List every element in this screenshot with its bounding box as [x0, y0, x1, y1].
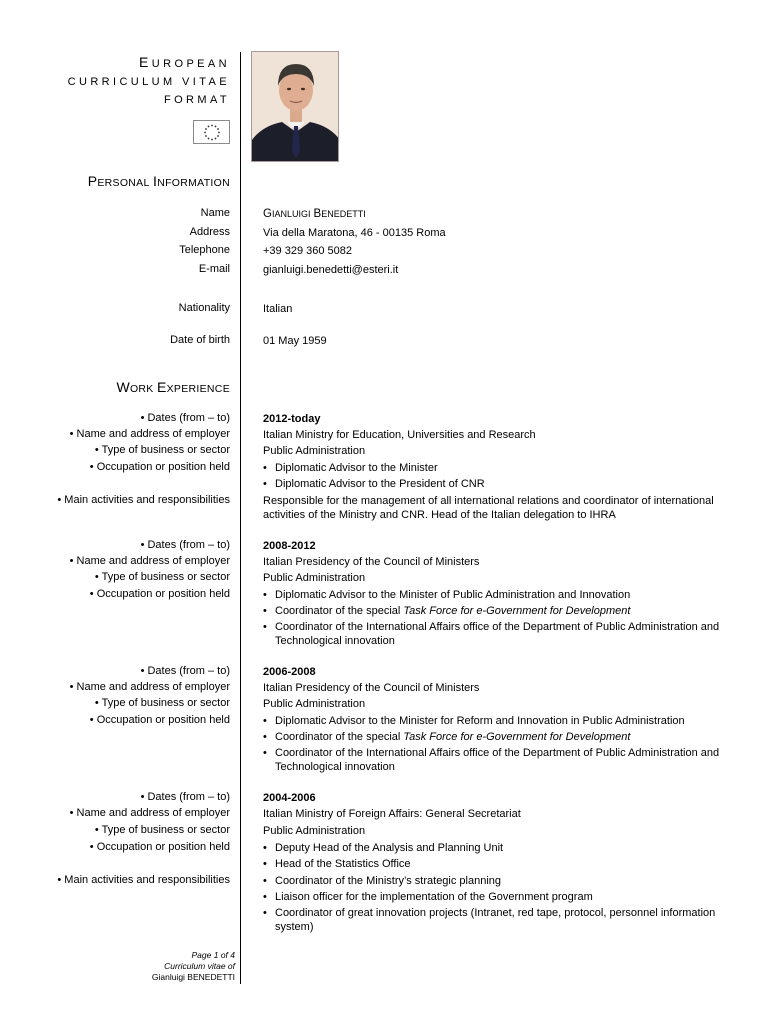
- title-line-format: FORMAT: [163, 94, 230, 106]
- telephone-value: +39 329 360 5082: [263, 245, 353, 257]
- occupation-label: • Occupation or position held: [89, 714, 230, 726]
- activities-value: Responsible for the management of all international relations and coordinator of international activities of the Ministry and CNR. Head of the Italian delegation to IHRA: [263, 495, 714, 521]
- dates-label: • Dates (from – to): [140, 539, 230, 551]
- employer-label: • Name and address of employer: [69, 681, 230, 693]
- work-experience-heading: WORK EXPERIENCE: [116, 379, 230, 395]
- bullet-icon: •: [263, 589, 267, 601]
- occupation-item: • Deputy Head of the Analysis and Planning Unit: [263, 842, 504, 854]
- dates-label: • Dates (from – to): [140, 665, 230, 677]
- portrait-photo: [251, 51, 339, 162]
- activity-item: • Coordinator of the Ministry’s strategic planning: [263, 875, 502, 887]
- nationality-value: Italian: [263, 303, 293, 315]
- business-value: Public Administration: [263, 698, 366, 710]
- bullet-icon: •: [263, 747, 267, 759]
- title-line-cv: CURRICULUM VITAE: [67, 76, 230, 88]
- bullet-icon: •: [263, 715, 267, 727]
- bullet-icon: •: [263, 621, 267, 633]
- flag-star: [205, 128, 207, 130]
- flag-star: [217, 135, 219, 137]
- dates-label: • Dates (from – to): [140, 791, 230, 803]
- activities-label: • Main activities and responsibilities: [57, 494, 230, 506]
- personal-info-heading: PERSONAL INFORMATION: [87, 173, 230, 189]
- page-footer: [152, 950, 235, 983]
- occupation-list: [263, 841, 733, 873]
- occupation-label: • Occupation or position held: [89, 461, 230, 473]
- email-label: E-mail: [198, 263, 230, 275]
- business-label: • Type of business or sector: [94, 824, 230, 836]
- occupation-list: [263, 588, 733, 650]
- activity-item: • Coordinator of great innovation projects (Intranet, red tape, protocol, personnel information system): [263, 907, 716, 933]
- address-label: Address: [189, 226, 230, 238]
- occupation-label: • Occupation or position held: [89, 841, 230, 853]
- dob-value: 01 May 1959: [263, 335, 327, 347]
- bullet-icon: •: [263, 842, 267, 854]
- email-value[interactable]: gianluigi.benedetti@esteri.it: [263, 264, 399, 276]
- flag-star: [205, 135, 207, 137]
- occupation-item: • Diplomatic Advisor to the Minister for Reform and Innovation in Public Administration: [263, 715, 685, 727]
- activity-item: • Liaison officer for the implementation of the Government program: [263, 891, 593, 903]
- dob-label: Date of birth: [170, 334, 230, 346]
- employer-value: Italian Ministry for Education, Universities and Research: [263, 429, 536, 441]
- cv-title: [68, 53, 230, 109]
- bullet-icon: •: [263, 462, 267, 474]
- employer-value: Italian Presidency of the Council of Ministers: [263, 556, 480, 568]
- bullet-icon: •: [263, 731, 267, 743]
- eu-flag-icon: [193, 120, 230, 144]
- name-value: GIANLUIGI BENEDETTI: [263, 208, 366, 220]
- page-number: Page 1 of 4: [191, 950, 235, 960]
- occupation-item: • Diplomatic Advisor to the Minister of Public Administration and Innovation: [263, 589, 631, 601]
- occupation-item: • Head of the Statistics Office: [263, 858, 411, 870]
- bullet-icon: •: [263, 478, 267, 490]
- occupation-item: • Diplomatic Advisor to the Minister: [263, 462, 438, 474]
- activities-list: [263, 874, 733, 936]
- name-label: Name: [200, 207, 230, 219]
- occupation-list: [263, 714, 733, 776]
- bullet-icon: •: [263, 858, 267, 870]
- flag-star: [208, 138, 210, 140]
- flag-star: [211, 125, 213, 127]
- flag-star: [215, 138, 217, 140]
- flag-star: [204, 132, 206, 134]
- employer-label: • Name and address of employer: [69, 428, 230, 440]
- bullet-icon: •: [263, 891, 267, 903]
- dates-value: 2004-2006: [263, 792, 316, 804]
- telephone-label: Telephone: [179, 244, 230, 256]
- dates-value: 2006-2008: [263, 666, 316, 678]
- dates-value: 2008-2012: [263, 540, 316, 552]
- bullet-icon: •: [263, 875, 267, 887]
- flag-star: [218, 132, 220, 134]
- bullet-icon: •: [263, 907, 267, 919]
- employer-value: Italian Ministry of Foreign Affairs: General Secretariat: [263, 808, 521, 820]
- flag-star: [217, 128, 219, 130]
- dates-value: 2012-today: [263, 413, 321, 425]
- occupation-list: [263, 461, 733, 493]
- occupation-item: • Diplomatic Advisor to the President of CNR: [263, 478, 485, 490]
- bullet-icon: •: [263, 605, 267, 617]
- occupation-label: • Occupation or position held: [89, 588, 230, 600]
- flag-star: [211, 139, 213, 141]
- activities-label: • Main activities and responsibilities: [57, 874, 230, 886]
- business-label: • Type of business or sector: [94, 571, 230, 583]
- flag-star: [208, 126, 210, 128]
- business-label: • Type of business or sector: [94, 697, 230, 709]
- business-value: Public Administration: [263, 572, 366, 584]
- vertical-divider: [240, 52, 241, 984]
- business-value: Public Administration: [263, 445, 366, 457]
- employer-value: Italian Presidency of the Council of Ministers: [263, 682, 480, 694]
- business-label: • Type of business or sector: [94, 444, 230, 456]
- employer-label: • Name and address of employer: [69, 555, 230, 567]
- occupation-item: • Coordinator of the International Affairs office of the Department of Public Administration and Technological innovation: [263, 621, 720, 647]
- title-line-european: EUROPEAN: [139, 54, 230, 70]
- employer-label: • Name and address of employer: [69, 807, 230, 819]
- dates-label: • Dates (from – to): [140, 412, 230, 424]
- flag-star: [215, 126, 217, 128]
- footer-doc-title: Curriculum vitae of: [164, 961, 235, 971]
- business-value: Public Administration: [263, 825, 366, 837]
- occupation-item: • Coordinator of the special Task Force for e-Government for Development: [263, 605, 631, 617]
- footer-name: Gianluigi BENEDETTI: [151, 972, 235, 982]
- address-value: Via della Maratona, 46 - 00135 Roma: [263, 227, 446, 239]
- nationality-label: Nationality: [178, 302, 230, 314]
- occupation-item: • Coordinator of the International Affairs office of the Department of Public Administration and Technological innovation: [263, 747, 720, 773]
- occupation-item: • Coordinator of the special Task Force for e-Government for Development: [263, 731, 631, 743]
